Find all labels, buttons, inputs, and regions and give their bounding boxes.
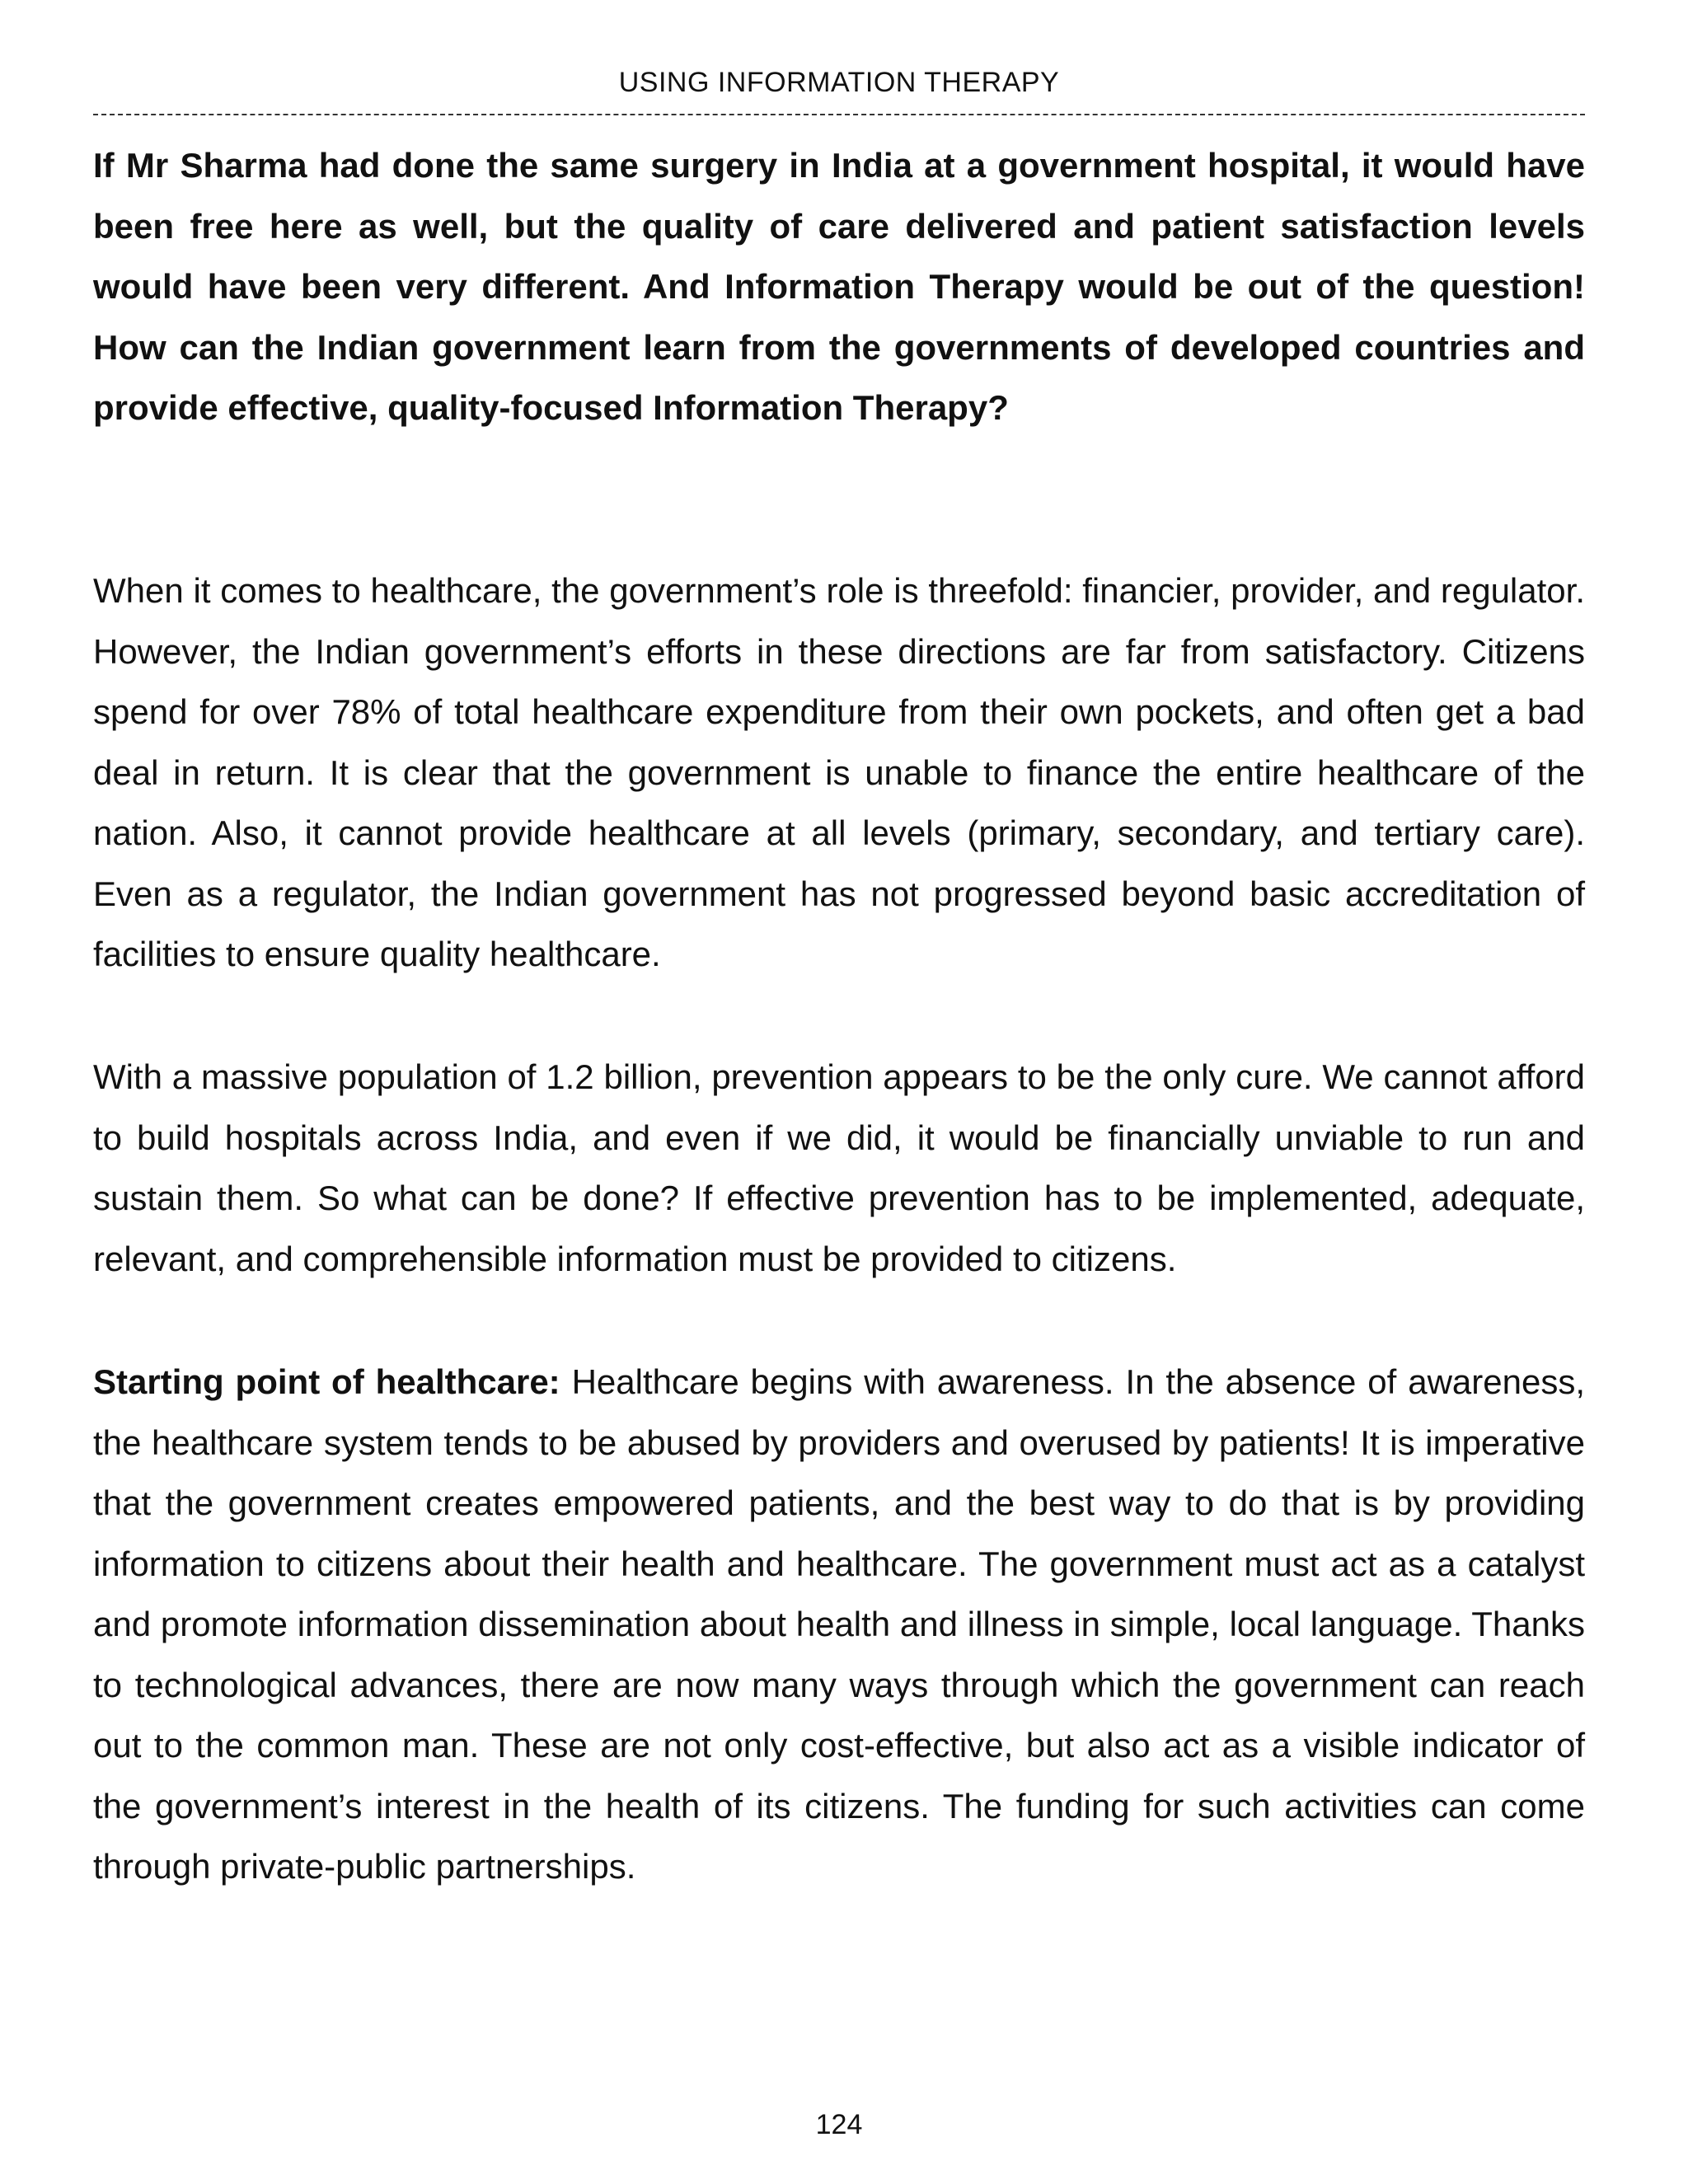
starting-point-paragraph bbox=[93, 1352, 1585, 1897]
prevention-paragraph: With a massive population of 1.2 billion, prevention appears to be the only cure. We cannot afford to build hospitals across India, and even if we did, it would be financially unviable to run and sustain them. So what can be done? If effective prevention has to be implemented, adequate, relevant, and comprehensible information must be provided to citizens. bbox=[93, 1057, 1585, 1278]
bold-intro-paragraph: If Mr Sharma had done the same surgery in India at a government hospital, it would have been free here as well, but the quality of care delivered and patient satisfaction levels would have been very different. And Information Therapy would be out of the question! How can the Indian government learn from the governments of developed countries and provide effective, quality-focused Information Therapy? bbox=[93, 146, 1585, 427]
book-page bbox=[93, 0, 1585, 2184]
running-header: USING INFORMATION THERAPY bbox=[618, 67, 1060, 98]
header-divider bbox=[93, 114, 1585, 115]
paragraph-body-text: Healthcare begins with awareness. In the absence of awareness, the healthcare system tends to be abused by providers and overused by patients! It is imperative that the government creates empowered patients, and the best way to do that is by providing information to citizens about their health and healthcare. The government must act as a catalyst and promote information dissemination about health and illness in simple, local language. Thanks to technological advances, there are now many ways through which the government can reach out to the common man. These are not only cost-effective, but also act as a visible indicator of the government’s interest in the health of its citizens. The funding for such activities can come through private-public partnerships. bbox=[93, 1362, 1585, 1886]
paragraph-lead-in: Starting point of healthcare: bbox=[93, 1362, 560, 1401]
page-number: 124 bbox=[815, 2109, 863, 2140]
government-role-paragraph: When it comes to healthcare, the government’s role is threefold: financier, provider, and regulator. However, the Indian government’s efforts in these directions are far from satisfactory. Citizens spend for over 78% of total healthcare expenditure from their own pockets, and often get a bad deal in return. It is clear that the government is unable to finance the entire healthcare of the nation. Also, it cannot provide healthcare at all levels (primary, secondary, and tertiary care). Even as a regulator, the Indian government has not progressed beyond basic accreditation of facilities to ensure quality healthcare. bbox=[93, 571, 1585, 973]
